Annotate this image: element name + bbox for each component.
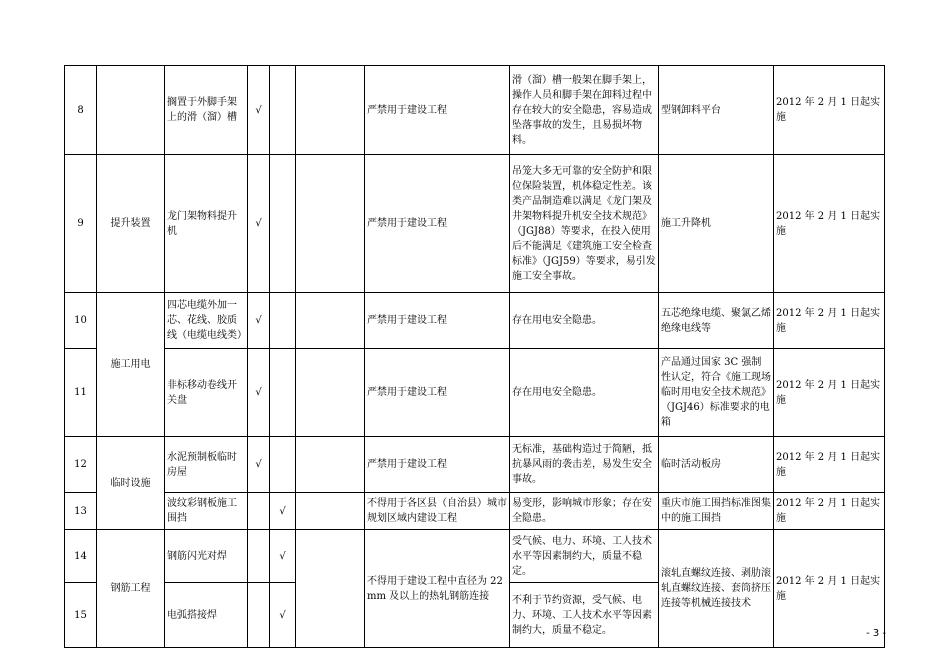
item-name: 非标移动卷线开关盘 <box>165 349 248 437</box>
check-mark <box>270 437 296 493</box>
check-mark: √ <box>248 66 270 155</box>
check-mark: √ <box>248 293 270 349</box>
table-row <box>65 493 885 530</box>
table-row <box>65 530 885 583</box>
scope-cell: 严禁用于建设工程 <box>365 66 510 155</box>
category-cell <box>97 66 165 155</box>
alternative-cell: 产品通过国家 3C 强制性认定，符合《施工现场临时用电安全技术规范》（JGJ46）标准要求的电箱 <box>659 349 774 437</box>
alternative-cell: 重庆市施工围挡标准图集中的施工围挡 <box>659 493 774 530</box>
alternative-cell: 五芯绝缘电缆、聚氯乙烯绝缘电线等 <box>659 293 774 349</box>
item-name: 钢筋闪光对焊 <box>165 530 248 583</box>
alternative-cell: 滚轧直螺纹连接、剥肋滚轧直螺纹连接、套筒挤压连接等机械连接技术 <box>659 530 774 648</box>
reason-cell: 无标准，基础构造过于简陋，抵抗暴风雨的袭击差，易发生安全事故。 <box>510 437 659 493</box>
empty-cell <box>296 155 365 293</box>
reason-cell: 不利于节约资源，受气候、电力、环境、工人技术水平等因素制约大，质量不稳定。 <box>510 583 659 648</box>
reason-cell: 易变形，影响城市形象；存在安全隐患。 <box>510 493 659 530</box>
category-cell: 钢筋工程 <box>97 530 165 648</box>
row-number: 10 <box>65 293 97 349</box>
scope-cell: 严禁用于建设工程 <box>365 437 510 493</box>
regulation-table <box>64 65 885 648</box>
check-mark: √ <box>248 349 270 437</box>
row-number: 8 <box>65 66 97 155</box>
alternative-cell: 型钢卸料平台 <box>659 66 774 155</box>
reason-cell: 吊笼大多无可靠的安全防护和限位保险装置，机体稳定性差。该类产品制造难以满足《龙门架及井架物料提升机安全技术规范》（JGJ88）等要求，在投入使用后不能满足《建筑施工安全检查标准》（JGJ59）等要求，易引发施工安全事故。 <box>510 155 659 293</box>
item-name: 搁置于外脚手架上的滑（溜）槽 <box>165 66 248 155</box>
check-mark: √ <box>270 493 296 530</box>
empty-cell <box>296 66 365 155</box>
alternative-cell: 施工升降机 <box>659 155 774 293</box>
scope-cell: 不得用于各区县（自治县）城市规划区域内建设工程 <box>365 493 510 530</box>
alternative-cell: 临时活动板房 <box>659 437 774 493</box>
category-cell: 临时设施 <box>97 437 165 530</box>
reason-cell: 存在用电安全隐患。 <box>510 349 659 437</box>
page-number: - 3 - <box>866 628 886 639</box>
table-row <box>65 155 885 293</box>
effective-date: 2012 年 2 月 1 日起实施 <box>774 493 885 530</box>
row-number: 13 <box>65 493 97 530</box>
effective-date: 2012 年 2 月 1 日起实施 <box>774 349 885 437</box>
check-mark: √ <box>270 583 296 648</box>
check-mark <box>270 349 296 437</box>
table-row <box>65 293 885 349</box>
row-number: 15 <box>65 583 97 648</box>
row-number: 14 <box>65 530 97 583</box>
table-row <box>65 66 885 155</box>
row-number: 12 <box>65 437 97 493</box>
category-cell: 提升装置 <box>97 155 165 293</box>
empty-cell <box>296 293 365 349</box>
category-cell: 施工用电 <box>97 293 165 437</box>
scope-cell: 严禁用于建设工程 <box>365 293 510 349</box>
item-name: 龙门架物料提升机 <box>165 155 248 293</box>
empty-cell <box>296 493 365 530</box>
check-mark <box>248 583 270 648</box>
scope-cell: 严禁用于建设工程 <box>365 349 510 437</box>
check-mark: √ <box>248 155 270 293</box>
scope-cell: 严禁用于建设工程 <box>365 155 510 293</box>
row-number: 11 <box>65 349 97 437</box>
row-number: 9 <box>65 155 97 293</box>
effective-date: 2012 年 2 月 1 日起实施 <box>774 293 885 349</box>
check-mark <box>248 493 270 530</box>
check-mark <box>270 66 296 155</box>
reason-cell: 受气候、电力、环境、工人技术水平等因素制约大，质量不稳定。 <box>510 530 659 583</box>
check-mark: √ <box>270 530 296 583</box>
reason-cell: 存在用电安全隐患。 <box>510 293 659 349</box>
item-name: 水泥预制板临时房屋 <box>165 437 248 493</box>
empty-cell <box>296 530 365 648</box>
reason-cell: 滑（溜）槽一般架在脚手架上，操作人员和脚手架在卸料过程中存在较大的安全隐患，容易造成坠落事故的发生，且易损坏物料。 <box>510 66 659 155</box>
check-mark: √ <box>248 437 270 493</box>
empty-cell <box>296 437 365 493</box>
check-mark <box>270 293 296 349</box>
check-mark <box>248 530 270 583</box>
table-row <box>65 437 885 493</box>
effective-date: 2012 年 2 月 1 日起实施 <box>774 66 885 155</box>
check-mark <box>270 155 296 293</box>
effective-date: 2012 年 2 月 1 日起实施 <box>774 530 885 648</box>
scope-cell: 不得用于建设工程中直径为 22mm 及以上的热轧钢筋连接 <box>365 530 510 648</box>
item-name: 波纹彩钢板施工围挡 <box>165 493 248 530</box>
item-name: 电弧搭接焊 <box>165 583 248 648</box>
item-name: 四芯电缆外加一芯、花线、胶质线（电缆电线类） <box>165 293 248 349</box>
empty-cell <box>296 349 365 437</box>
effective-date: 2012 年 2 月 1 日起实施 <box>774 155 885 293</box>
effective-date: 2012 年 2 月 1 日起实施 <box>774 437 885 493</box>
table-row <box>65 349 885 437</box>
